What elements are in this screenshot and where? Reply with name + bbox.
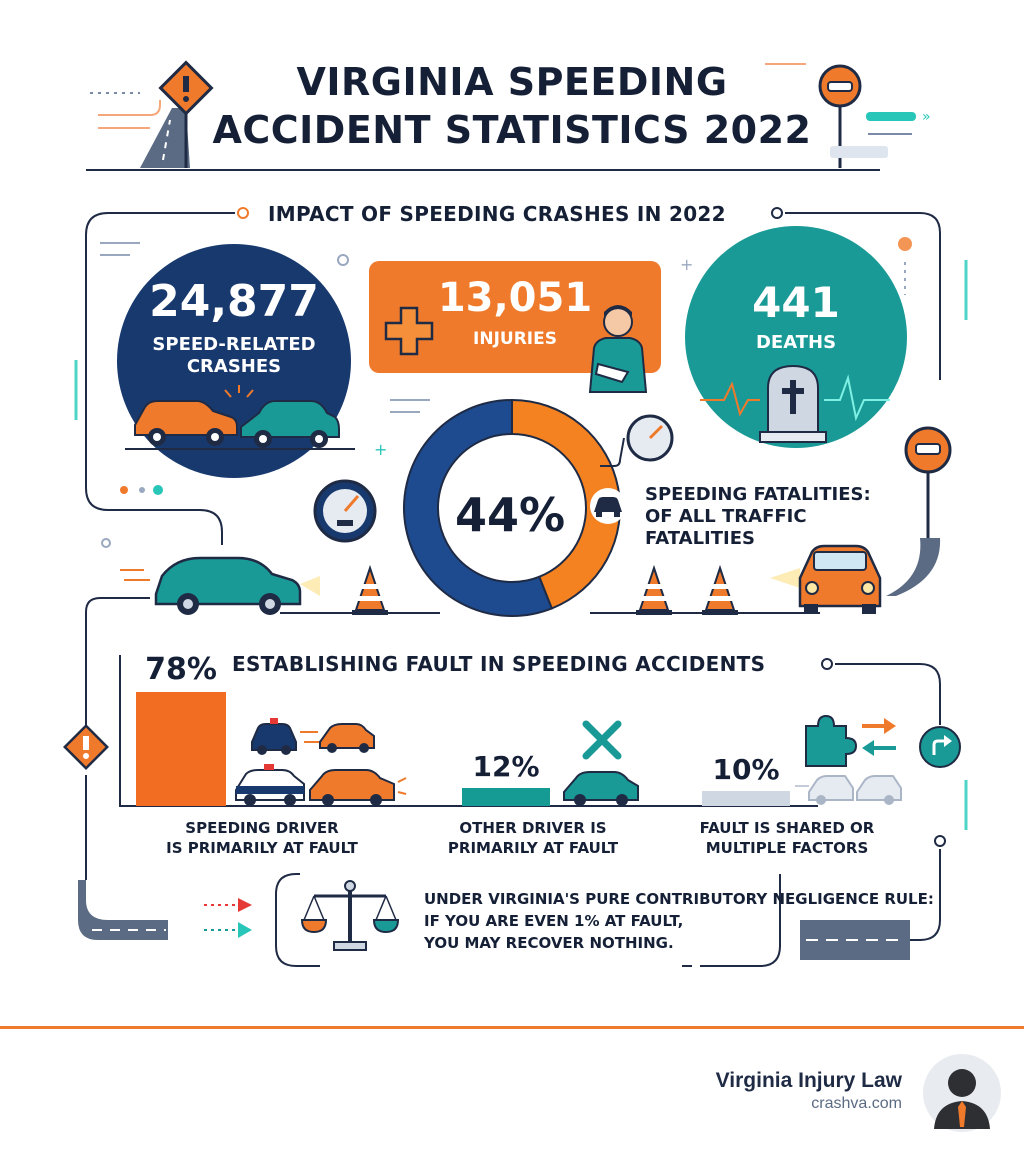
donut-value: 44% [454,488,566,542]
orange-car-icon [300,716,380,756]
fault-heading: ESTABLISHING FAULT IN SPEEDING ACCIDENTS [232,652,766,676]
fault-category-3: FAULT IS SHARED OR MULTIPLE FACTORS [699,819,875,857]
crashes-label: SPEED-RELATED CRASHES [152,334,316,377]
injuries-label: INJURIES [473,329,557,349]
svg-text:+: + [680,255,694,274]
police-car-icon [248,716,308,756]
scales-icon [300,880,400,956]
injuries-value: 13,051 [437,275,593,321]
faded-cars-icon [795,768,915,808]
police-car-icon [232,762,312,806]
impact-heading: IMPACT OF SPEEDING CRASHES IN 2022 [268,202,726,226]
deaths-value: 441 [752,278,840,327]
negligence-note: UNDER VIRGINIA'S PURE CONTRIBUTORY NEGLIGENCE RULE: IF YOU ARE EVEN 1% AT FAULT, YOU MAY RECOVER NOTHING. [424,890,934,952]
footer [0,1026,1024,1157]
footer-url[interactable]: crashva.com [811,1095,902,1112]
deaths-label: DEATHS [755,332,837,353]
fault-bar-label-1: 78% [145,652,217,687]
orange-car-icon [308,762,408,806]
warning-sign-icon [61,722,111,772]
svg-text:+: + [374,440,388,459]
fault-category-2: OTHER DRIVER IS PRIMARILY AT FAULT [447,819,619,857]
x-mark-icon [580,718,624,762]
title-line-1: VIRGINIA SPEEDING [296,60,728,104]
road-icon [78,880,168,940]
teal-car-icon [560,766,650,806]
fault-category-1: SPEEDING DRIVER IS PRIMARILY AT FAULT [166,819,358,857]
fault-bar-2 [462,788,550,806]
turn-arrow-icon [918,725,962,769]
puzzle-icon [802,712,902,772]
lawyer-avatar-icon [922,1053,1002,1133]
donut-caption: SPEEDING FATALITIES: OF ALL TRAFFIC FATALITIES [645,484,871,549]
footer-brand: Virginia Injury Law [715,1069,902,1092]
title-line-2: ACCIDENT STATISTICS 2022 [212,108,812,152]
fault-bar-label-3: 10% [712,753,780,786]
fault-bar-3 [702,791,790,806]
footer-brand-block [716,1069,902,1113]
fault-bar-label-2: 12% [472,750,540,783]
crashes-value: 24,877 [149,276,319,327]
fault-bar-1 [136,692,226,806]
svg-text:»: » [922,109,931,125]
